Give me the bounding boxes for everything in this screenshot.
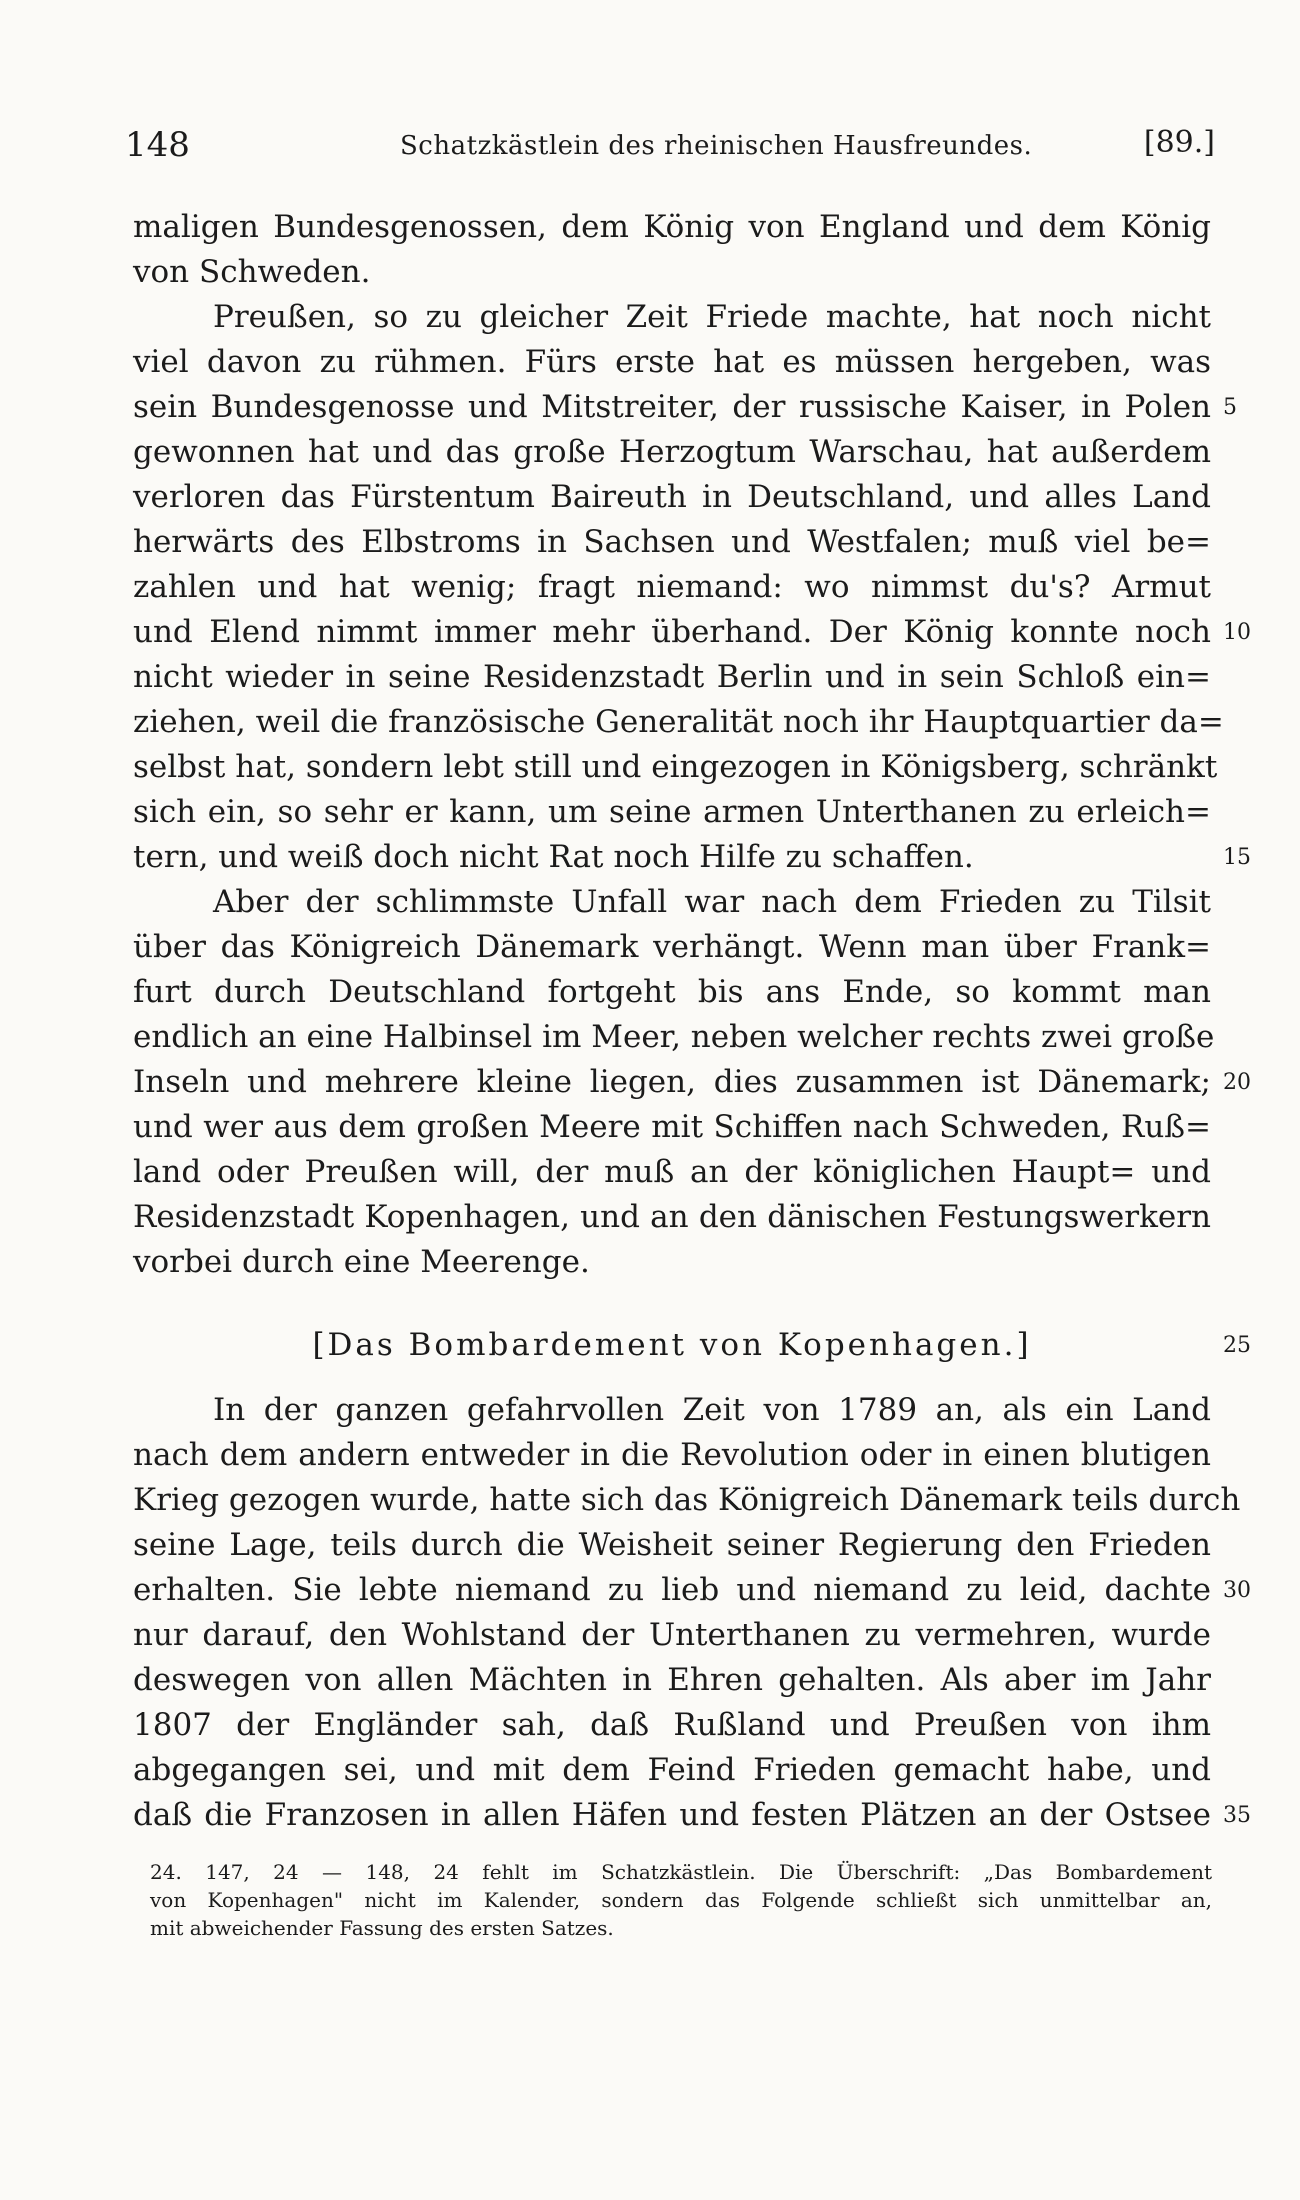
text-line: Aber der schlimmste Unfall war nach dem Frieden zu Tilsit [213, 884, 1211, 920]
text-line: seine Lage, teils durch die Weisheit seiner Regierung den Frieden [133, 1527, 1211, 1563]
footnote-line: von Kopenhagen" nicht im Kalender, sondern das Folgende schließt sich unmittelbar an, [150, 1888, 1212, 1912]
text-line: erhalten. Sie lebte niemand zu lieb und niemand zu leid, dachte 30 [133, 1568, 1211, 1613]
text-line: sich ein, so sehr er kann, um seine armen Unterthanen zu erleich= [133, 794, 1211, 830]
text-line: In der ganzen gefahrvollen Zeit von 1789 an, als ein Land [213, 1392, 1211, 1428]
text-line: endlich an eine Halbinsel im Meer, neben welcher rechts zwei große [133, 1019, 1215, 1055]
line-number: 35 [1223, 1803, 1251, 1828]
main-text [133, 205, 1251, 1838]
text-line: verloren das Fürstentum Baireuth in Deutschland, und alles Land [133, 479, 1211, 515]
text-line: Inseln und mehrere kleine liegen, dies zusammen ist Dänemark; 20 [133, 1060, 1211, 1105]
text-line: furt durch Deutschland fortgeht bis ans Ende, so kommt man [133, 974, 1211, 1010]
text-line: Residenzstadt Kopenhagen, und an den dänischen Festungswerkern [133, 1199, 1211, 1235]
text-line: und wer aus dem großen Meere mit Schiffen nach Schweden, Ruß= [133, 1109, 1211, 1145]
text-line: Preußen, so zu gleicher Zeit Friede machte, hat noch nicht [213, 299, 1211, 335]
line-number: 25 [1223, 1333, 1251, 1358]
text-line: ziehen, weil die französische Generalität noch ihr Hauptquartier da= [133, 704, 1224, 740]
running-head [125, 125, 1215, 175]
text-line: Krieg gezogen wurde, hatte sich das Königreich Dänemark teils durch [133, 1482, 1241, 1518]
text-line: tern, und weiß doch nicht Rat noch Hilfe zu schaffen. 15 [133, 835, 1211, 880]
text-line: selbst hat, sondern lebt still und eingezogen in Königsberg, schränkt [133, 749, 1218, 785]
text-line: land oder Preußen will, der muß an der königlichen Haupt= und [133, 1154, 1211, 1190]
line-number: 15 [1223, 845, 1251, 870]
line-number: 5 [1223, 395, 1237, 420]
text-line: abgegangen sei, und mit dem Feind Frieden gemacht habe, und [133, 1752, 1211, 1788]
text-line: gewonnen hat und das große Herzogtum Warschau, hat außerdem [133, 434, 1211, 470]
text-line: von Schweden. [133, 254, 371, 290]
text-line: daß die Franzosen in allen Häfen und festen Plätzen an der Ostsee 35 [133, 1793, 1211, 1838]
text-line: herwärts des Elbstroms in Sachsen und Westfalen; muß viel be= [133, 524, 1211, 560]
text-line: viel davon zu rühmen. Fürs erste hat es müssen hergeben, was [133, 344, 1211, 380]
footnotes [150, 1858, 1212, 1942]
line-number: 30 [1223, 1578, 1251, 1603]
text-line: sein Bundesgenosse und Mitstreiter, der russische Kaiser, in Polen 5 [133, 385, 1211, 430]
text-line: nicht wieder in seine Residenzstadt Berlin und in sein Schloß ein= [133, 659, 1211, 695]
footnote-line: mit abweichender Fassung des ersten Satzes. [150, 1916, 614, 1940]
text-line: nur darauf, den Wohlstand der Unterthanen zu vermehren, wurde [133, 1617, 1211, 1653]
section-heading: [Das Bombardement von Kopenhagen.] 25 [133, 1323, 1211, 1368]
line-number: 10 [1223, 620, 1251, 645]
folio-number: [89.] [1143, 125, 1215, 160]
text-line: deswegen von allen Mächten in Ehren gehalten. Als aber im Jahr [133, 1662, 1211, 1698]
text-line: über das Königreich Dänemark verhängt. Wenn man über Frank= [133, 929, 1211, 965]
text-line: zahlen und hat wenig; fragt niemand: wo nimmst du's? Armut [133, 569, 1211, 605]
text-line: vorbei durch eine Meerenge. [133, 1244, 590, 1280]
text-line: und Elend nimmt immer mehr überhand. Der König konnte noch 10 [133, 610, 1211, 655]
text-line: 1807 der Engländer sah, daß Rußland und Preußen von ihm [133, 1707, 1211, 1743]
footnote-line: 24. 147, 24 — 148, 24 fehlt im Schatzkästlein. Die Überschrift: „Das Bombardement [150, 1860, 1212, 1884]
page-number: 148 [125, 125, 190, 165]
running-title: Schatzkästlein des rheinischen Hausfreundes. [400, 131, 1033, 161]
text-line: maligen Bundesgenossen, dem König von England und dem König [133, 209, 1211, 245]
text-line: nach dem andern entweder in die Revolution oder in einen blutigen [133, 1437, 1211, 1473]
line-number: 20 [1223, 1070, 1251, 1095]
